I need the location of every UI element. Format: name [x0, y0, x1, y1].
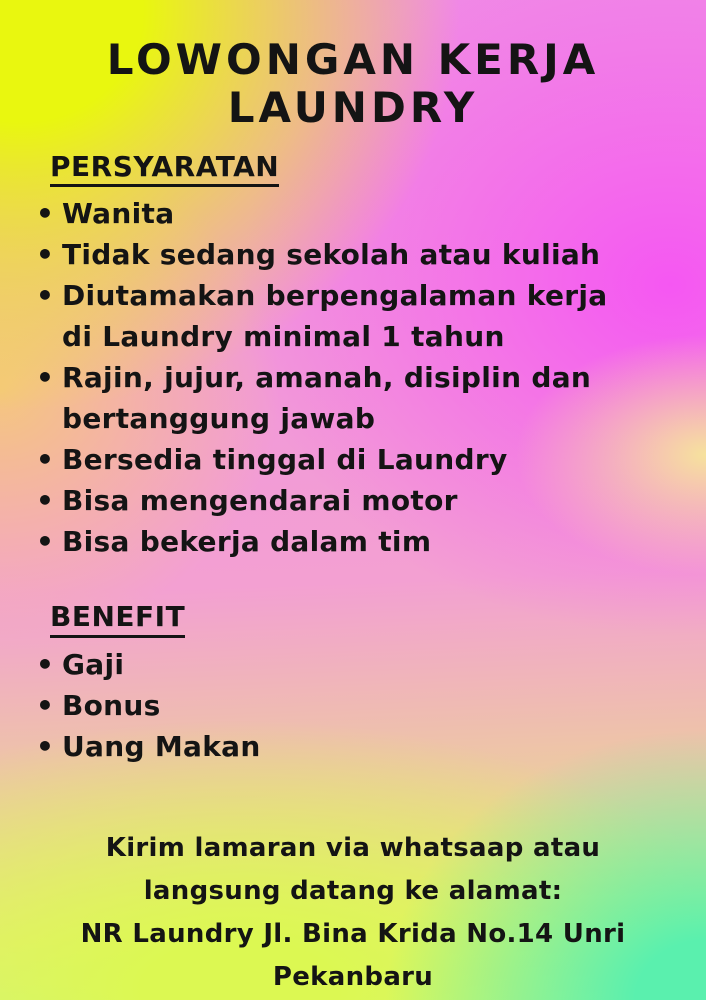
- list-item-text: Bersedia tinggal di Laundry: [62, 443, 508, 477]
- list-item: [36, 275, 632, 357]
- poster-title-line1: LOWONGAN KERJA: [106, 35, 600, 84]
- contact-info: [0, 827, 706, 999]
- list-item: [36, 644, 632, 685]
- list-item: [36, 357, 632, 439]
- contact-line: Pekanbaru: [272, 961, 434, 992]
- list-item-text: Tidak sedang sekolah atau kuliah: [62, 238, 601, 272]
- section-heading-benefit: [50, 600, 706, 638]
- list-item: [36, 439, 632, 480]
- list-item: [36, 726, 632, 767]
- contact-line: langsung datang ke alamat:: [143, 875, 563, 906]
- list-item: [36, 480, 632, 521]
- contact-line: NR Laundry Jl. Bina Krida No.14 Unri: [80, 918, 626, 949]
- list-item-text: Bisa mengendarai motor: [62, 484, 458, 518]
- persyaratan-heading-text: PERSYARATAN: [50, 150, 279, 188]
- list-item-text: Bonus: [62, 688, 161, 722]
- poster-title: [20, 36, 686, 132]
- contact-line: Kirim lamaran via whatsaap atau: [105, 832, 601, 863]
- list-item-text: Bisa bekerja dalam tim: [62, 525, 432, 559]
- benefit-heading-text: BENEFIT: [50, 600, 185, 638]
- section-heading-persyaratan: [50, 150, 706, 188]
- list-item: [36, 685, 632, 726]
- list-item-text: Diutamakan berpengalaman kerja di Laundry minimal 1 tahun: [62, 279, 608, 354]
- list-item: [36, 234, 632, 275]
- list-item-text: Wanita: [62, 197, 175, 231]
- poster-title-line2: LAUNDRY: [227, 82, 479, 132]
- list-item-text: Rajin, jujur, amanah, disiplin dan bertanggung jawab: [62, 361, 592, 436]
- list-item: [36, 193, 632, 234]
- list-item-text: Uang Makan: [62, 729, 261, 763]
- list-item-text: Gaji: [62, 647, 125, 681]
- benefit-list: [36, 644, 632, 767]
- persyaratan-list: [36, 193, 632, 562]
- list-item: [36, 521, 632, 562]
